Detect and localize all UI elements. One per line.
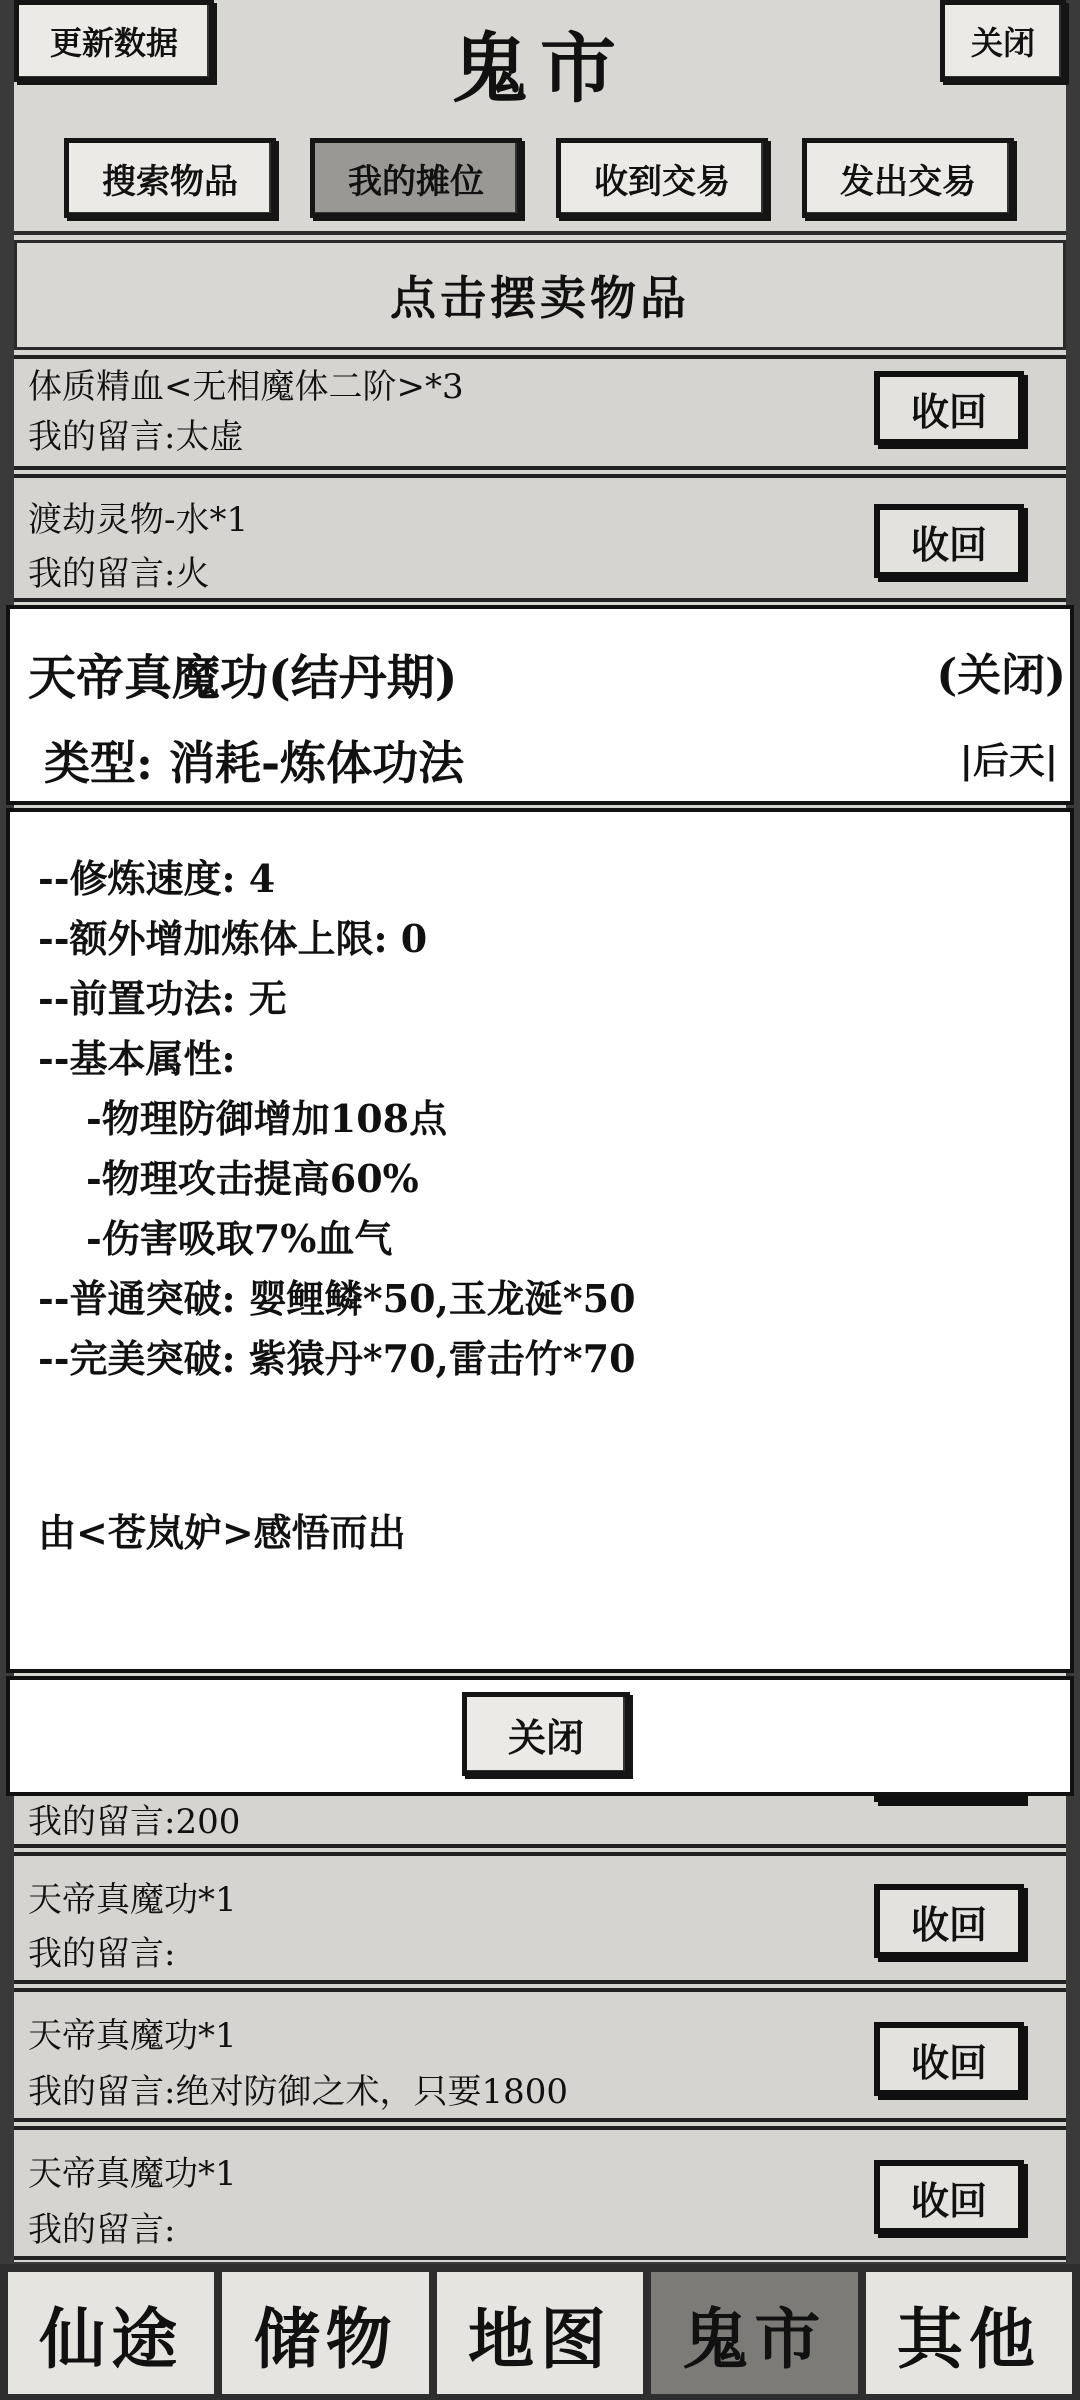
stat-line: --普通突破: 婴鲤鳞*50,玉龙涎*50 — [38, 1276, 636, 1321]
nav-tab-xiantu[interactable]: 仙途 — [8, 2272, 214, 2394]
bottom-nav — [0, 2264, 1080, 2400]
page-title: 鬼市 — [452, 24, 628, 113]
item-name: 渡劫灵物-水*1 — [28, 500, 249, 540]
list-item-for-sale-button[interactable]: 点击摆卖物品 — [14, 240, 1066, 350]
stat-line: --基本属性: — [38, 1036, 236, 1081]
nav-tab-ghost-market[interactable]: 鬼市 — [651, 2272, 857, 2394]
skill-tag: |后天| — [959, 740, 1058, 782]
recall-button[interactable]: 收回 — [874, 504, 1024, 578]
skill-origin: 由<苍岚妒>感悟而出 — [38, 1510, 406, 1555]
list-item — [14, 474, 1066, 602]
recall-button[interactable]: 收回 — [874, 2022, 1024, 2096]
skill-popup-footer — [6, 1676, 1074, 1796]
item-message: 我的留言: — [28, 1934, 176, 1974]
popup-close-button[interactable]: 关闭 — [462, 1692, 630, 1776]
stat-line: -物理攻击提高60% — [86, 1156, 419, 1201]
item-message: 我的留言: — [28, 2210, 176, 2250]
nav-tab-storage[interactable]: 储物 — [222, 2272, 428, 2394]
item-message: 我的留言:200 — [28, 1802, 241, 1842]
skill-popup-header — [6, 605, 1074, 805]
recall-button[interactable]: 收回 — [874, 371, 1024, 445]
list-item — [14, 1852, 1066, 1984]
stat-line: --前置功法: 无 — [38, 976, 287, 1021]
item-name: 体质精血<无相魔体二阶>*3 — [28, 367, 464, 407]
tab-search-items[interactable]: 搜索物品 — [64, 138, 276, 218]
stat-line: -伤害吸取7%血气 — [86, 1216, 393, 1261]
nav-tab-map[interactable]: 地图 — [437, 2272, 643, 2394]
recall-button[interactable]: 收回 — [874, 2160, 1024, 2234]
tab-received-trades[interactable]: 收到交易 — [556, 138, 768, 218]
stat-line: --额外增加炼体上限: 0 — [38, 916, 428, 961]
item-name: 天帝真魔功*1 — [28, 1880, 237, 1920]
tab-my-stall[interactable]: 我的摊位 — [310, 138, 522, 218]
item-message: 我的留言:太虚 — [28, 417, 244, 457]
stat-line: -物理防御增加108点 — [86, 1096, 448, 1141]
recall-button[interactable]: 收回 — [874, 1884, 1024, 1958]
item-message: 我的留言:火 — [28, 554, 210, 594]
update-data-button[interactable]: 更新数据 — [14, 0, 214, 82]
item-message: 我的留言:绝对防御之术，只要1800 — [28, 2072, 568, 2112]
close-button[interactable]: 关闭 — [940, 0, 1066, 82]
skill-name: 天帝真魔功(结丹期) — [28, 650, 458, 706]
stat-line: --修炼速度: 4 — [38, 856, 276, 901]
list-item — [14, 2126, 1066, 2260]
popup-close-link[interactable]: (关闭) — [936, 650, 1066, 701]
nav-tab-other[interactable]: 其他 — [866, 2272, 1072, 2394]
stat-line: --完美突破: 紫猿丹*70,雷击竹*70 — [38, 1336, 636, 1381]
skill-type: 类型: 消耗-炼体功法 — [44, 736, 465, 790]
item-name: 天帝真魔功*1 — [28, 2154, 237, 2194]
list-item — [14, 1988, 1066, 2122]
tab-sent-trades[interactable]: 发出交易 — [802, 138, 1014, 218]
skill-popup-body — [6, 808, 1074, 1673]
item-name: 天帝真魔功*1 — [28, 2016, 237, 2056]
list-item — [14, 355, 1066, 470]
